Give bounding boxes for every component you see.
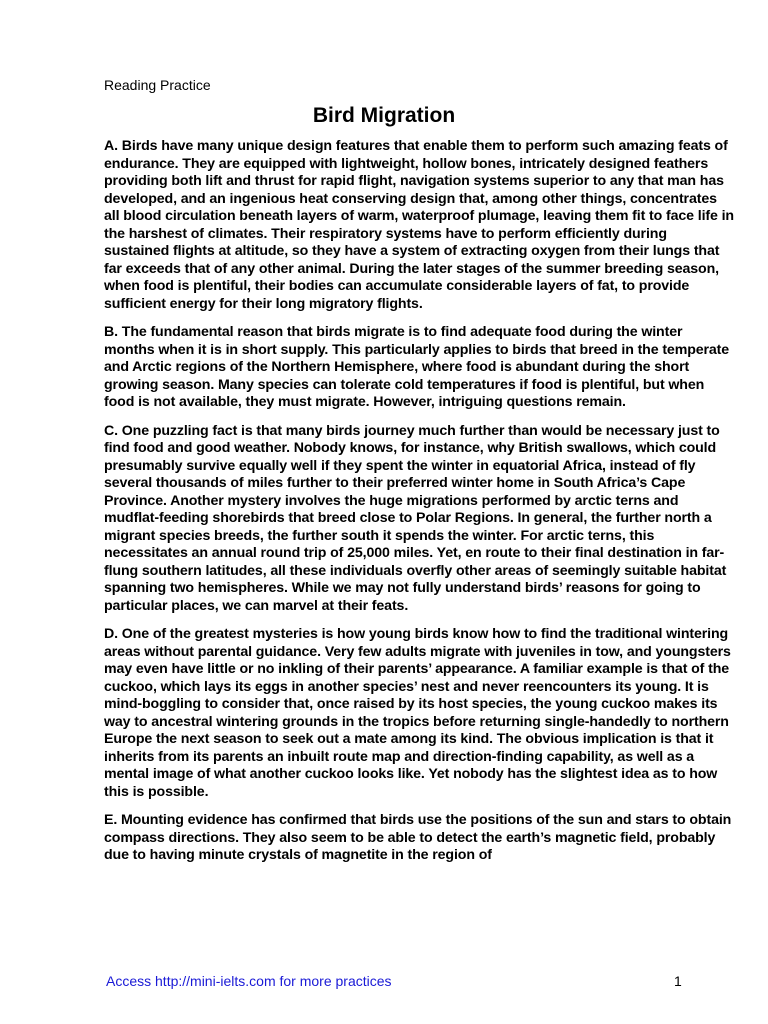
article-body: [104, 138, 734, 876]
document-title: Bird Migration: [312, 104, 456, 127]
page-header: Reading Practice: [104, 77, 211, 93]
paragraph-c: C. One puzzling fact is that many birds journey much further than would be necessary just to find food and good weather. Nobody knows, for instance, why British swallows, which could presumably survive equally well if they spent the winter in equatorial Africa, instead of fly several thousands of miles further to their preferred winter home in South Africa’s Cape Province. Another mystery involves the huge migrations performed by arctic terns and mudflat-feeding shorebirds that breed close to Polar Regions. In general, the further north a migrant species breeds, the further south it spends the winter. For arctic terns, this necessitates an annual round trip of 25,000 miles. Yet, en route to their final destination in far-flung southern latitudes, all these individuals overfly other areas of seemingly suitable habitat spanning two hemispheres. While we may not fully understand birds’ reasons for going to particular places, we can marvel at their feats.: [104, 422, 727, 614]
paragraph-d: D. One of the greatest mysteries is how young birds know how to find the traditional wintering areas without parental guidance. Very few adults migrate with juveniles in tow, and youngsters may even have little or no inkling of their parents’ appearance. A familiar example is that of the cuckoo, which lays its eggs in another species’ nest and never reencounters its young. It is mind-boggling to consider that, once raised by its host species, the young cuckoo makes its way to ancestral wintering grounds in the tropics before returning single-handedly to northern Europe the next season to seek out a mate among its kind. The obvious implication is that it inherits from its parents an inbuilt route map and direction-finding capability, as well as a mental image of what another cuckoo looks like. Yet nobody has the slightest idea as to how this is possible.: [104, 626, 731, 800]
footer-link[interactable]: Access http://mini-ielts.com for more practices: [106, 973, 392, 989]
paragraph-b: B. The fundamental reason that birds migrate is to find adequate food during the winter months when it is in short supply. This particularly applies to birds that breed in the temperate and Arctic regions of the Northern Hemisphere, where food is abundant during the short growing season. Many species can tolerate cold temperatures if food is plentiful, but when food is not available, they must migrate. However, intriguing questions remain.: [104, 324, 730, 410]
paragraph-e: E. Mounting evidence has confirmed that birds use the positions of the sun and stars to obtain compass directions. They also seem to be able to detect the earth’s magnetic field, probably due to having minute crystals of magnetite in the region of: [104, 812, 732, 863]
paragraph-a: A. Birds have many unique design features that enable them to perform such amazing feats of endurance. They are equipped with lightweight, hollow bones, intricately designed feathers providing both lift and thrust for rapid flight, navigation systems superior to any that man has developed, and an ingenious heat conserving design that, among other things, concentrates all blood circulation beneath layers of warm, waterproof plumage, leaving them fit to face life in the harshest of climates. Their respiratory systems have to perform efficiently during sustained flights at altitude, so they have a system of extracting oxygen from their lungs that far exceeds that of any other animal. During the later stages of the summer breeding season, when food is plentiful, their bodies can accumulate considerable layers of fat, to provide sufficient energy for their long migratory flights.: [104, 138, 734, 312]
page-number: 1: [674, 973, 682, 989]
